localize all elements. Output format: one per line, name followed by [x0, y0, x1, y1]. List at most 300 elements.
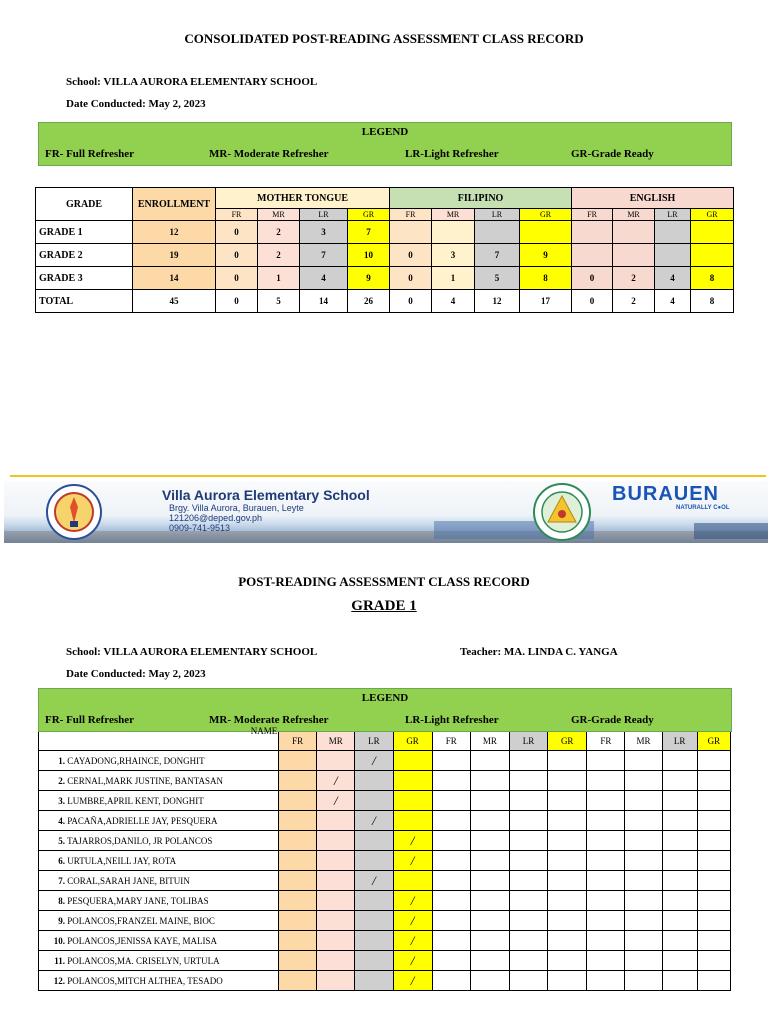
assessment-cell	[509, 771, 547, 791]
assessment-cell	[393, 771, 432, 791]
assessment-cell	[470, 751, 509, 771]
assessment-cell	[697, 771, 730, 791]
eng-value-cell	[572, 244, 613, 267]
assessment-cell	[625, 891, 662, 911]
assessment-cell	[587, 951, 625, 971]
assessment-cell	[662, 931, 697, 951]
assessment-cell	[625, 851, 662, 871]
record-sub-header: MR	[470, 732, 509, 751]
student-name: LUMBRE,APRIL KENT, DONGHIT	[67, 795, 204, 806]
assessment-cell	[509, 871, 547, 891]
check-mark: /	[410, 852, 415, 868]
assessment-mark-cell	[393, 951, 432, 971]
assessment-cell	[697, 891, 730, 911]
fil-value-cell	[432, 221, 475, 244]
sub-header: GR	[348, 209, 390, 221]
eng-value-cell	[655, 221, 691, 244]
student-name: URTULA,NEILL JAY, ROTA	[67, 855, 177, 866]
assessment-mark-cell	[393, 911, 432, 931]
legend-gr: GR-Grade Ready	[571, 148, 654, 160]
assessment-cell	[697, 791, 730, 811]
assessment-cell	[279, 911, 317, 931]
assessment-cell	[662, 751, 697, 771]
mt-value-cell: 5	[258, 290, 300, 313]
record-teacher: Teacher: MA. LINDA C. YANGA	[460, 646, 618, 658]
assessment-cell	[587, 751, 625, 771]
assessment-cell	[279, 951, 317, 971]
student-row	[39, 751, 731, 771]
record-sub-header: FR	[432, 732, 470, 751]
fil-value-cell: 3	[432, 244, 475, 267]
assessment-cell	[432, 831, 470, 851]
student-name-cell	[39, 831, 279, 851]
assessment-cell	[509, 851, 547, 871]
check-mark: /	[372, 752, 376, 768]
enrollment-cell: 45	[133, 290, 216, 313]
mt-value-cell: 0	[216, 267, 258, 290]
assessment-cell	[662, 891, 697, 911]
assessment-cell	[548, 931, 587, 951]
assessment-cell	[662, 831, 697, 851]
mt-value-cell: 0	[216, 244, 258, 267]
fil-value-cell: 0	[390, 244, 432, 267]
sub-header: LR	[655, 209, 691, 221]
student-name: PESQUERA,MARY JANE, TOLIBAS	[67, 895, 209, 906]
assessment-cell	[625, 811, 662, 831]
assessment-mark-cell	[355, 871, 393, 891]
assessment-cell	[470, 951, 509, 971]
eng-value-cell	[572, 221, 613, 244]
assessment-cell	[625, 931, 662, 951]
assessment-cell	[697, 951, 730, 971]
assessment-cell	[587, 971, 625, 991]
banner-phone: 0909-741-9513	[169, 523, 231, 533]
assessment-mark-cell	[393, 971, 432, 991]
assessment-cell	[697, 871, 730, 891]
assessment-cell	[470, 791, 509, 811]
assessment-cell	[625, 911, 662, 931]
mt-value-cell: 0	[216, 221, 258, 244]
assessment-cell	[317, 751, 355, 771]
assessment-cell	[279, 851, 317, 871]
mt-value-cell: 7	[348, 221, 390, 244]
sub-header: GR	[691, 209, 734, 221]
record-sub-header: FR	[279, 732, 317, 751]
assessment-cell	[355, 791, 393, 811]
assessment-cell	[548, 751, 587, 771]
assessment-cell	[317, 911, 355, 931]
assessment-cell	[625, 771, 662, 791]
enrollment-cell: 12	[133, 221, 216, 244]
record-sub-header: FR	[587, 732, 625, 751]
assessment-cell	[432, 811, 470, 831]
assessment-cell	[509, 791, 547, 811]
student-name-cell	[39, 771, 279, 791]
assessment-cell	[662, 951, 697, 971]
assessment-cell	[279, 811, 317, 831]
assessment-cell	[548, 791, 587, 811]
assessment-mark-cell	[393, 851, 432, 871]
assessment-cell	[279, 931, 317, 951]
assessment-cell	[662, 791, 697, 811]
student-name: POLANCOS,JENISSA KAYE, MALISA	[67, 935, 217, 946]
assessment-cell	[470, 831, 509, 851]
record-sub-header: MR	[625, 732, 662, 751]
student-row	[39, 811, 731, 831]
assessment-cell	[697, 751, 730, 771]
student-name: CORAL,SARAH JANE, BITUIN	[67, 875, 190, 886]
enrollment-cell: 14	[133, 267, 216, 290]
burauen-logo: BURAUEN	[612, 483, 719, 505]
assessment-cell	[393, 791, 432, 811]
sub-header: FR	[216, 209, 258, 221]
record-title: POST-READING ASSESSMENT CLASS RECORD	[238, 574, 530, 589]
sub-header: MR	[613, 209, 655, 221]
enrollment-cell: 19	[133, 244, 216, 267]
legend-title: LEGEND	[361, 126, 409, 138]
assessment-cell	[587, 831, 625, 851]
grade-cell: GRADE 3	[36, 267, 133, 290]
banner-scenery	[4, 521, 768, 543]
assessment-cell	[355, 831, 393, 851]
mt-value-cell: 14	[300, 290, 348, 313]
record-sub-header: GR	[697, 732, 730, 751]
student-number: 4.	[58, 815, 65, 826]
student-name-cell	[39, 871, 279, 891]
sub-header: LR	[475, 209, 520, 221]
assessment-cell	[470, 771, 509, 791]
assessment-cell	[625, 951, 662, 971]
eng-value-cell	[691, 244, 734, 267]
check-mark: /	[410, 932, 415, 948]
assessment-cell	[470, 891, 509, 911]
assessment-cell	[355, 851, 393, 871]
legend-gr: GR-Grade Ready	[571, 714, 654, 726]
assessment-cell	[432, 851, 470, 871]
assessment-cell	[548, 971, 587, 991]
assessment-cell	[279, 751, 317, 771]
student-name: TAJARROS,DANILO, JR POLANCOS	[67, 835, 213, 846]
check-mark: /	[410, 832, 415, 848]
assessment-mark-cell	[393, 831, 432, 851]
eng-value-cell: 4	[655, 267, 691, 290]
fil-value-cell: 7	[475, 244, 520, 267]
assessment-cell	[393, 811, 432, 831]
summary-total-row	[36, 290, 734, 313]
assessment-cell	[470, 911, 509, 931]
assessment-cell	[509, 891, 547, 911]
check-mark: /	[410, 892, 415, 908]
check-mark: /	[410, 952, 415, 968]
mt-value-cell: 26	[348, 290, 390, 313]
record-school: School: VILLA AURORA ELEMENTARY SCHOOL	[66, 646, 318, 658]
assessment-cell	[432, 951, 470, 971]
record-grade: GRADE 1	[351, 598, 417, 614]
grade-header: GRADE	[36, 188, 133, 221]
assessment-cell	[587, 871, 625, 891]
assessment-cell	[470, 871, 509, 891]
eng-value-cell: 8	[691, 267, 734, 290]
student-name: CERNAL,MARK JUSTINE, BANTASAN	[67, 775, 224, 786]
assessment-cell	[317, 891, 355, 911]
summary-row	[36, 267, 734, 290]
student-name-cell	[39, 851, 279, 871]
assessment-cell	[317, 851, 355, 871]
assessment-cell	[662, 811, 697, 831]
assessment-cell	[625, 871, 662, 891]
eng-value-cell: 2	[613, 267, 655, 290]
filipino-header: FILIPINO	[390, 188, 572, 209]
grade-cell: GRADE 1	[36, 221, 133, 244]
mt-value-cell: 7	[300, 244, 348, 267]
sub-header: GR	[520, 209, 572, 221]
assessment-cell	[355, 891, 393, 911]
fil-value-cell: 12	[475, 290, 520, 313]
assessment-cell	[509, 931, 547, 951]
banner-school-name: Villa Aurora Elementary School	[162, 487, 370, 503]
assessment-mark-cell	[393, 891, 432, 911]
assessment-cell	[548, 811, 587, 831]
assessment-cell	[548, 951, 587, 971]
assessment-cell	[697, 831, 730, 851]
record-sub-header: MR	[317, 732, 355, 751]
assessment-cell	[470, 851, 509, 871]
assessment-cell	[587, 891, 625, 911]
assessment-cell	[317, 811, 355, 831]
assessment-cell	[662, 911, 697, 931]
legend-lr: LR-Light Refresher	[405, 714, 499, 726]
student-name-cell	[39, 951, 279, 971]
record-table	[38, 731, 731, 991]
student-number: 3.	[58, 795, 65, 806]
assessment-cell	[393, 751, 432, 771]
assessment-cell	[317, 931, 355, 951]
student-name-cell	[39, 791, 279, 811]
assessment-mark-cell	[317, 791, 355, 811]
student-name-cell	[39, 811, 279, 831]
fil-value-cell: 8	[520, 267, 572, 290]
assessment-cell	[317, 971, 355, 991]
assessment-cell	[697, 811, 730, 831]
banner-email: 121206@deped.gov.ph	[169, 513, 263, 523]
fil-value-cell: 4	[432, 290, 475, 313]
sub-header: MR	[432, 209, 475, 221]
assessment-cell	[279, 831, 317, 851]
assessment-cell	[355, 911, 393, 931]
student-row	[39, 911, 731, 931]
english-header: ENGLISH	[572, 188, 734, 209]
student-number: 10.	[53, 935, 65, 946]
fil-value-cell: 5	[475, 267, 520, 290]
assessment-cell	[355, 971, 393, 991]
assessment-cell	[625, 831, 662, 851]
assessment-cell	[432, 791, 470, 811]
assessment-mark-cell	[355, 811, 393, 831]
legend-title: LEGEND	[361, 692, 409, 704]
assessment-cell	[662, 851, 697, 871]
record-date: Date Conducted: May 2, 2023	[66, 668, 206, 680]
assessment-cell	[509, 831, 547, 851]
student-name-cell	[39, 931, 279, 951]
record-sub-header: LR	[509, 732, 547, 751]
assessment-cell	[697, 911, 730, 931]
legend-mr: MR- Moderate Refresher	[209, 148, 329, 160]
assessment-cell	[279, 771, 317, 791]
student-number: 6.	[58, 855, 65, 866]
assessment-cell	[470, 971, 509, 991]
mt-value-cell: 2	[258, 221, 300, 244]
record-sub-header: GR	[393, 732, 432, 751]
assessment-cell	[317, 951, 355, 971]
check-mark: /	[333, 772, 338, 788]
eng-value-cell	[691, 221, 734, 244]
assessment-cell	[470, 811, 509, 831]
assessment-cell	[587, 931, 625, 951]
fil-value-cell: 1	[432, 267, 475, 290]
fil-value-cell	[475, 221, 520, 244]
assessment-cell	[279, 971, 317, 991]
assessment-cell	[548, 891, 587, 911]
assessment-cell	[432, 771, 470, 791]
student-number: 9.	[58, 915, 65, 926]
student-row	[39, 891, 731, 911]
assessment-cell	[279, 871, 317, 891]
eng-value-cell	[613, 221, 655, 244]
record-sub-header: LR	[355, 732, 393, 751]
fil-value-cell: 17	[520, 290, 572, 313]
sub-header: FR	[390, 209, 432, 221]
mt-value-cell: 3	[300, 221, 348, 244]
fil-value-cell	[390, 221, 432, 244]
assessment-cell	[509, 911, 547, 931]
school-banner	[4, 481, 768, 543]
mt-value-cell: 4	[300, 267, 348, 290]
sub-header: FR	[572, 209, 613, 221]
assessment-cell	[697, 971, 730, 991]
summary-row	[36, 221, 734, 244]
grade-cell: TOTAL	[36, 290, 133, 313]
student-name: POLANCOS,MITCH ALTHEA, TESADO	[67, 975, 223, 986]
check-mark: /	[372, 812, 376, 828]
student-number: 11.	[54, 955, 65, 966]
record-sub-header: GR	[548, 732, 587, 751]
record-sub-header: LR	[662, 732, 697, 751]
student-name-cell	[39, 971, 279, 991]
sub-header: MR	[258, 209, 300, 221]
eng-value-cell: 0	[572, 290, 613, 313]
mt-value-cell: 9	[348, 267, 390, 290]
summary-table	[35, 187, 734, 313]
student-row	[39, 931, 731, 951]
student-name-cell	[39, 751, 279, 771]
assessment-mark-cell	[317, 771, 355, 791]
assessment-cell	[317, 831, 355, 851]
eng-value-cell: 2	[613, 290, 655, 313]
assessment-cell	[587, 791, 625, 811]
check-mark: /	[410, 972, 415, 988]
divider-line	[10, 475, 766, 477]
fil-value-cell: 0	[390, 267, 432, 290]
student-number: 2.	[58, 775, 65, 786]
student-number: 12.	[53, 975, 65, 986]
date-conducted: Date Conducted: May 2, 2023	[66, 98, 206, 110]
student-row	[39, 791, 731, 811]
eng-value-cell	[613, 244, 655, 267]
legend-fr: FR- Full Refresher	[45, 714, 134, 726]
banner-address: Brgy. Villa Aurora, Burauen, Leyte	[169, 503, 304, 513]
assessment-cell	[509, 751, 547, 771]
assessment-cell	[548, 871, 587, 891]
legend-box	[38, 122, 732, 166]
student-number: 8.	[58, 895, 65, 906]
assessment-cell	[548, 911, 587, 931]
assessment-cell	[432, 871, 470, 891]
assessment-cell	[279, 891, 317, 911]
assessment-cell	[279, 791, 317, 811]
assessment-cell	[432, 911, 470, 931]
student-number: 1.	[58, 755, 65, 766]
fil-value-cell	[520, 221, 572, 244]
assessment-cell	[548, 831, 587, 851]
assessment-cell	[587, 911, 625, 931]
check-mark: /	[372, 872, 376, 888]
student-number: 5.	[58, 835, 65, 846]
school-name: School: VILLA AURORA ELEMENTARY SCHOOL	[66, 76, 318, 88]
student-row	[39, 831, 731, 851]
mt-value-cell: 10	[348, 244, 390, 267]
burauen-tagline: NATURALLY C●OL	[676, 505, 730, 511]
fil-value-cell: 9	[520, 244, 572, 267]
assessment-cell	[548, 851, 587, 871]
enrollment-header: ENROLLMENT	[133, 188, 216, 221]
student-name: CAYADONG,RHAINCE, DONGHIT	[67, 755, 205, 766]
legend-lr: LR-Light Refresher	[405, 148, 499, 160]
summary-row	[36, 244, 734, 267]
page-title: CONSOLIDATED POST-READING ASSESSMENT CLASS RECORD	[184, 31, 584, 46]
student-name: POLANCOS,MA. CRISELYN, URTULA	[67, 955, 220, 966]
assessment-cell	[432, 751, 470, 771]
assessment-cell	[625, 971, 662, 991]
assessment-cell	[662, 971, 697, 991]
assessment-cell	[432, 931, 470, 951]
assessment-cell	[662, 771, 697, 791]
eng-value-cell: 8	[691, 290, 734, 313]
assessment-cell	[662, 871, 697, 891]
assessment-cell	[587, 851, 625, 871]
assessment-mark-cell	[355, 751, 393, 771]
eng-value-cell	[655, 244, 691, 267]
assessment-cell	[587, 811, 625, 831]
assessment-cell	[625, 751, 662, 771]
assessment-cell	[509, 951, 547, 971]
student-row	[39, 951, 731, 971]
student-name-cell	[39, 891, 279, 911]
assessment-cell	[625, 791, 662, 811]
assessment-cell	[355, 931, 393, 951]
mt-value-cell: 1	[258, 267, 300, 290]
assessment-cell	[548, 771, 587, 791]
assessment-cell	[697, 851, 730, 871]
student-row	[39, 771, 731, 791]
assessment-mark-cell	[393, 931, 432, 951]
assessment-cell	[355, 771, 393, 791]
school-seal-icon	[36, 483, 112, 541]
assessment-cell	[470, 931, 509, 951]
fil-value-cell: 0	[390, 290, 432, 313]
grade-cell: GRADE 2	[36, 244, 133, 267]
division-seal-icon	[524, 482, 600, 542]
mt-value-cell: 2	[258, 244, 300, 267]
